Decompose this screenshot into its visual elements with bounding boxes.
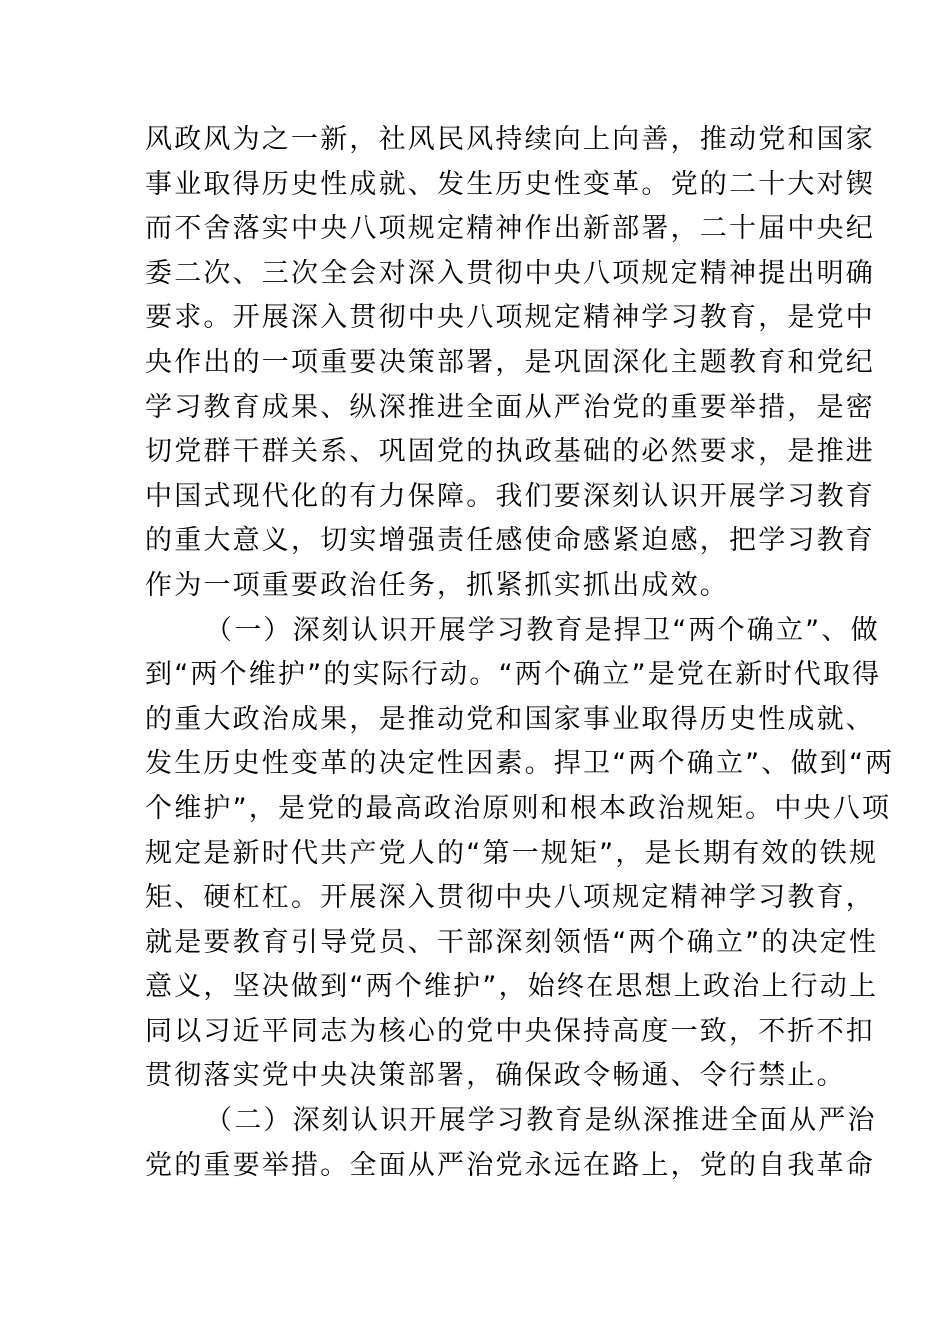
text-line: 作为一项重要政治任务，抓紧抓实抓出成效。 bbox=[145, 569, 729, 601]
text-line: 切党群干群关系、巩固党的执政基础的必然要求，是推进 bbox=[145, 436, 875, 468]
text-line: 而不舍落实中央八项规定精神作出新部署，二十届中央纪 bbox=[145, 213, 875, 245]
text-line: 意义，坚决做到“两个维护”，始终在思想上政治上行动上 bbox=[145, 971, 879, 1003]
text-line: 个维护”，是党的最高政治原则和根本政治规矩。中央八项 bbox=[145, 792, 892, 824]
text-line: 到“两个维护”的实际行动。“两个确立”是党在新时代取得 bbox=[145, 659, 882, 691]
section-heading-line: （一）深刻认识开展学习教育是捍卫“两个确立”、做 bbox=[205, 614, 880, 646]
text-line: 矩、硬杠杠。开展深入贯彻中央八项规定精神学习教育， bbox=[145, 882, 875, 914]
text-line: 党的重要举措。全面从严治党永远在路上，党的自我革命 bbox=[145, 1149, 875, 1181]
text-line: 规定是新时代共产党人的“第一规矩”，是长期有效的铁规 bbox=[145, 837, 879, 869]
text-line: 就是要教育引导党员、干部深刻领悟“两个确立”的决定性 bbox=[145, 926, 879, 958]
text-line: 事业取得历史性成就、发生历史性变革。党的二十大对锲 bbox=[145, 168, 875, 200]
section-heading-line: （二）深刻认识开展学习教育是纵深推进全面从严治 bbox=[205, 1105, 877, 1137]
text-line: 贯彻落实党中央决策部署，确保政令畅通、令行禁止。 bbox=[145, 1060, 846, 1092]
text-line: 风政风为之一新，社风民风持续向上向善，推动党和国家 bbox=[145, 124, 875, 155]
document-body bbox=[145, 118, 895, 1188]
text-line: 要求。开展深入贯彻中央八项规定精神学习教育，是党中 bbox=[145, 302, 875, 334]
text-line: 的重大政治成果，是推动党和国家事业取得历史性成就、 bbox=[145, 703, 875, 735]
text-line: 委二次、三次全会对深入贯彻中央八项规定精神提出明确 bbox=[145, 257, 875, 289]
text-line: 同以习近平同志为核心的党中央保持高度一致，不折不扣 bbox=[145, 1015, 875, 1047]
text-line: 中国式现代化的有力保障。我们要深刻认识开展学习教育 bbox=[145, 480, 875, 512]
text-line: 发生历史性变革的决定性因素。捍卫“两个确立”、做到“两 bbox=[145, 748, 895, 780]
text-line: 的重大意义，切实增强责任感使命感紧迫感，把学习教育 bbox=[145, 525, 875, 557]
text-line: 央作出的一项重要决策部署，是巩固深化主题教育和党纪 bbox=[145, 346, 875, 378]
text-line: 学习教育成果、纵深推进全面从严治党的重要举措，是密 bbox=[145, 391, 875, 423]
